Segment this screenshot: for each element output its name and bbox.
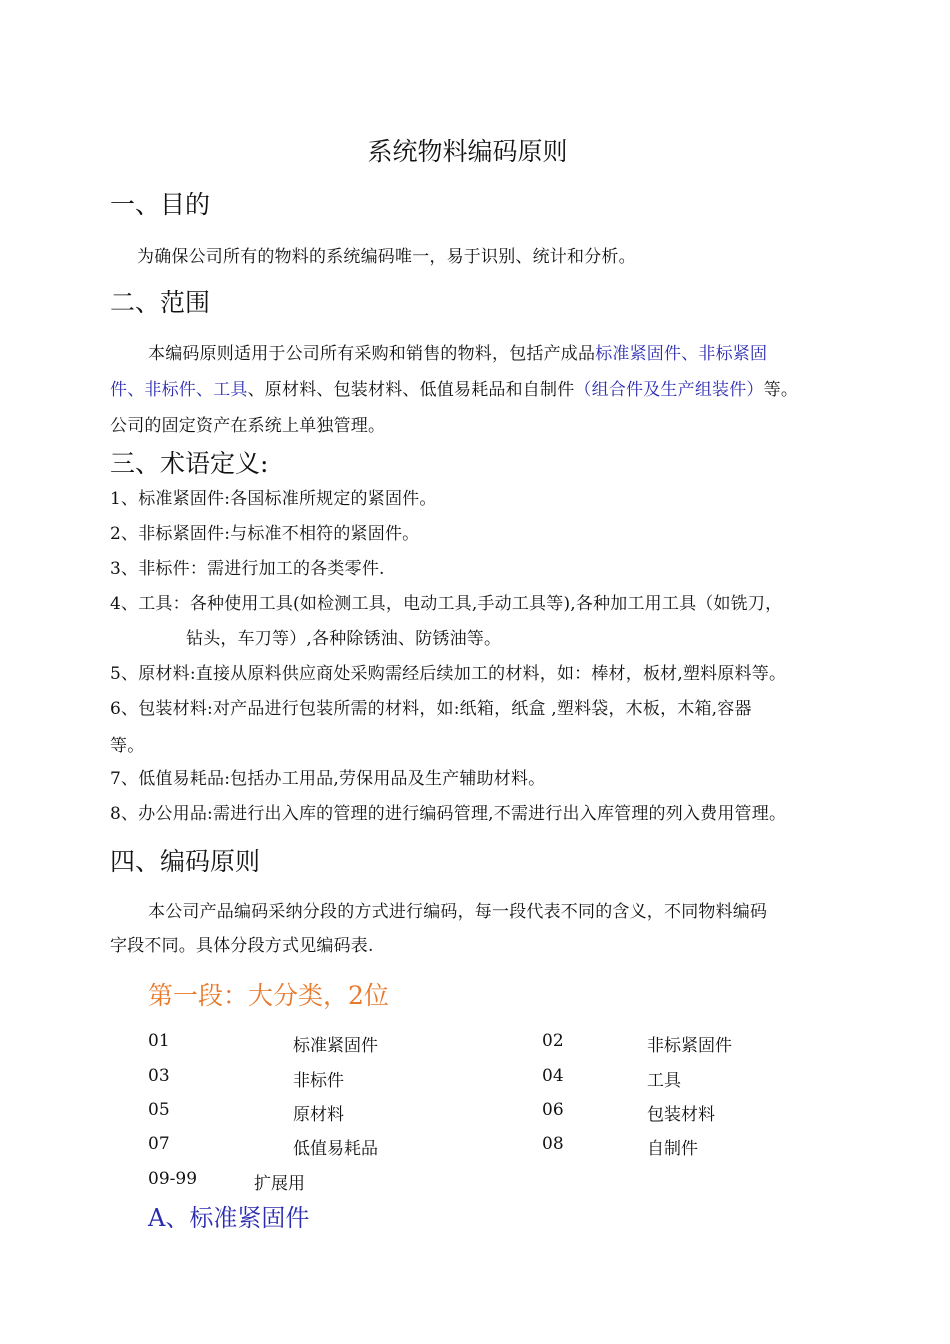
term-item: 5、原材料:直接从原料供应商处采购需经后续加工的材料，如：棒材，板材,塑料原料等。 xyxy=(110,664,787,684)
code-name: 包装材料 xyxy=(647,1105,715,1125)
extend-code-value: 09-99 xyxy=(148,1169,198,1189)
standard-fastener-subheading: A、标准紧固件 xyxy=(148,1204,310,1232)
section-purpose-heading: 一、目的 xyxy=(110,190,211,219)
document-title: 系统物料编码原则 xyxy=(367,137,568,166)
segment-one-heading: 第一段：大分类，2位 xyxy=(148,981,389,1010)
code-name: 原材料 xyxy=(293,1105,344,1125)
code-value: 07 xyxy=(148,1134,170,1154)
term-item: 1、标准紧固件:各国标准所规定的紧固件。 xyxy=(110,489,437,509)
term-item: 7、低值易耗品:包括办工用品,劳保用品及生产辅助材料。 xyxy=(110,769,546,789)
term-item: 3、非标件：需进行加工的各类零件. xyxy=(110,559,385,579)
code-name: 工具 xyxy=(647,1071,681,1091)
term-item-continued: 等。 xyxy=(110,736,145,756)
scope-line-1 xyxy=(148,339,767,364)
section-purpose-text: 为确保公司所有的物料的系统编码唯一，易于识别、统计和分析。 xyxy=(137,247,636,267)
section-scope-heading: 二、范围 xyxy=(110,288,211,317)
term-item: 4、工具：各种使用工具(如检测工具，电动工具,手动工具等),各种加工用工具（如铣刀， xyxy=(110,594,783,614)
scope-highlight-parts: 件、非标件、工具 xyxy=(110,380,248,400)
code-value: 05 xyxy=(148,1100,170,1120)
coding-para-line-2: 字段不同。具体分段方式见编码表. xyxy=(110,936,374,956)
code-value: 06 xyxy=(542,1100,564,1120)
scope-highlight-assemblies: （组合件及生产组装件） xyxy=(574,380,764,400)
scope-line-1-text: 本编码原则适用于公司所有采购和销售的物料，包括产成品 xyxy=(148,344,596,364)
section-coding-heading: 四、编码原则 xyxy=(110,847,261,876)
code-name: 自制件 xyxy=(647,1139,698,1159)
term-item-continued: 钻头，车刀等）,各种除锈油、防锈油等。 xyxy=(186,629,502,649)
section-terms-heading: 三、术语定义: xyxy=(110,449,269,478)
coding-para-line-1: 本公司产品编码采纳分段的方式进行编码，每一段代表不同的含义，不同物料编码 xyxy=(148,902,768,922)
term-item: 2、非标紧固件:与标准不相符的紧固件。 xyxy=(110,524,420,544)
code-name: 非标件 xyxy=(293,1071,344,1091)
code-name: 低值易耗品 xyxy=(293,1139,378,1159)
code-value: 04 xyxy=(542,1066,564,1086)
term-item: 8、办公用品:需进行出入库的管理的进行编码管理,不需进行出入库管理的列入费用管理。 xyxy=(110,804,787,824)
scope-line-2-end: 等。 xyxy=(763,380,799,400)
term-item: 6、包装材料:对产品进行包装所需的材料，如:纸箱，纸盒 ,塑料袋，木板，木箱,容器 xyxy=(110,699,752,719)
code-name: 标准紧固件 xyxy=(293,1036,378,1056)
scope-line-3: 公司的固定资产在系统上单独管理。 xyxy=(110,416,386,436)
code-value: 02 xyxy=(542,1031,564,1051)
scope-highlight-fasteners: 标准紧固件、非标紧固 xyxy=(595,344,768,364)
scope-line-2 xyxy=(110,375,798,400)
code-value: 03 xyxy=(148,1066,170,1086)
extend-code-name: 扩展用 xyxy=(254,1174,305,1194)
code-value: 08 xyxy=(542,1134,564,1154)
code-value: 01 xyxy=(148,1031,170,1051)
code-name: 非标紧固件 xyxy=(647,1036,732,1056)
scope-line-2-text: 、原材料、包装材料、低值易耗品和自制件 xyxy=(247,380,575,400)
